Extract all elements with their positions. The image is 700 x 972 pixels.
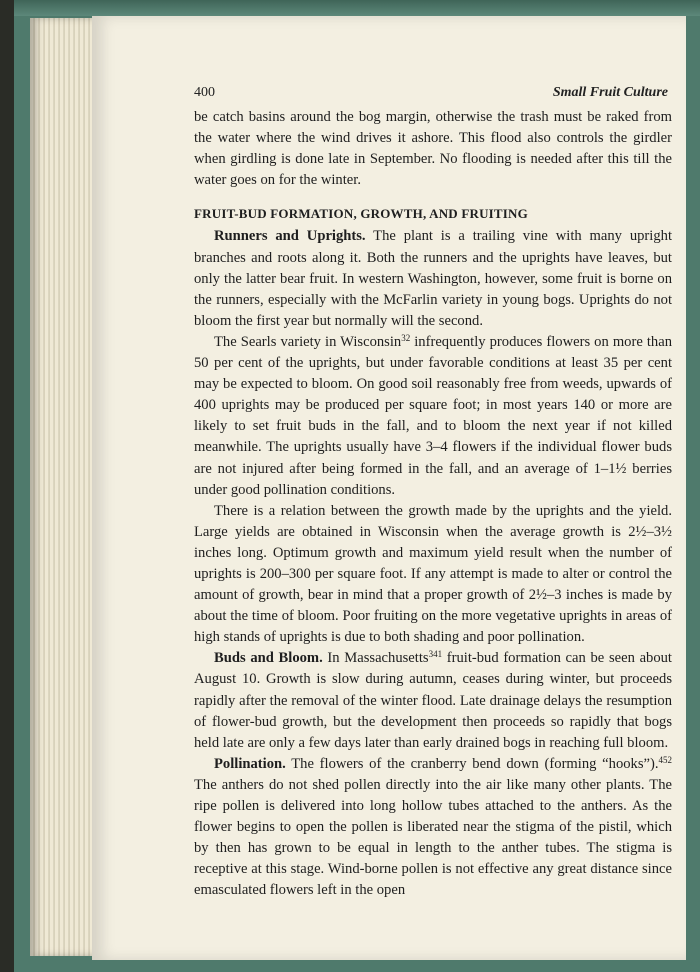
book-cover-top-edge — [14, 0, 700, 16]
paragraph-growth-yield: There is a relation between the growth made by the uprights and the yield. Large yields are obtained in Wisconsin when the average growth is 2½–3½ inches long. Optimum growth and maximum yield result when the number of uprights is 200–300 per square foot. If any attempt is made to alter or control the amount of growth, bear in mind that a proper growth of 2½–3 inches is made by about the time of bloom. Poor fruiting on the more vegetative uprights in areas of high stands of uprights is due to both shading and poor pollination. — [194, 502, 672, 646]
paragraph-text: infrequently produces flowers on more than 50 per cent of the uprights, but under favorable conditions at least 35 per cent may be expected to bloom. On good soil reasonably free from weeds, upwards of 400 uprights may be produced per square foot; in most years 140 or more are likely to set fruit buds in the fall, and to bloom the next year if not killed meanwhile. The uprights usually have 3–4 flowers if the individual flower buds are not injured after being formed in the fall, and an average of 1–1½ berries under good pollination conditions. — [194, 333, 672, 498]
reference-superscript: 452 — [658, 754, 672, 765]
paragraph-text: The anthers do not shed pollen directly into the air like many other plants. The ripe pollen is delivered into long hollow tubes attached to the anthers. As the flower begins to open the pollen is liberated near the stigma of the pistil, which by then has grown to be equal in length to the anther tubes. The stigma is receptive at this stage. Wind-borne pollen is not effective any great distance since emasculated flowers left in the open — [194, 776, 672, 899]
page-number: 400 — [194, 85, 215, 100]
reference-superscript: 32 — [401, 332, 411, 343]
section-heading: FRUIT-BUD FORMATION, GROWTH, AND FRUITING — [194, 206, 528, 222]
page-header — [194, 85, 668, 105]
run-in-heading-runners: Runners and Uprights. — [214, 228, 366, 245]
paragraph-text: fruit-bud formation can be seen about August 10. Growth is slow during autumn, ceases during winter, but proceeds rapidly after the removal of the winter flood. Late drainage delays the resumption of flower-bud growth, but the development then proceeds so rapidly that bogs held late are only a few days later than early drained bogs in reaching full bloom. — [194, 650, 672, 751]
paragraph-text: The Searls variety in Wisconsin — [214, 333, 402, 350]
reference-superscript: 341 — [428, 649, 443, 660]
paragraph-buds-bloom — [194, 648, 672, 753]
paragraph-text: In Massachusetts — [322, 650, 429, 667]
paragraph-text: The flowers of the cranberry bend down (forming “hooks”). — [285, 755, 659, 772]
paragraph-text: The plant is a trailing vine with many upright branches and roots along it. Both the runners and the uprights have leaves, but only the latter bear fruit. In western Washington, however, some fruit is borne on the runners, especially with the McFarlin variety in young bogs. Uprights do not bloom the first year but normally will the second. — [194, 228, 672, 329]
body-text — [194, 107, 672, 901]
paragraph-pollination — [194, 754, 672, 902]
running-title: Small Fruit Culture — [552, 85, 668, 100]
run-in-heading-pollination: Pollination. — [214, 755, 286, 772]
run-in-heading-buds: Buds and Bloom. — [214, 650, 323, 667]
paragraph-continued: be catch basins around the bog margin, otherwise the trash must be raked from the water where the wind drives it ashore. This flood also controls the girdler when girdling is done late in September. No flooding is needed after this till the water goes on for the winter. — [194, 109, 672, 189]
page-edges — [30, 18, 96, 956]
paragraph-runners-uprights — [194, 226, 672, 331]
paragraph-searls-variety — [194, 332, 672, 501]
